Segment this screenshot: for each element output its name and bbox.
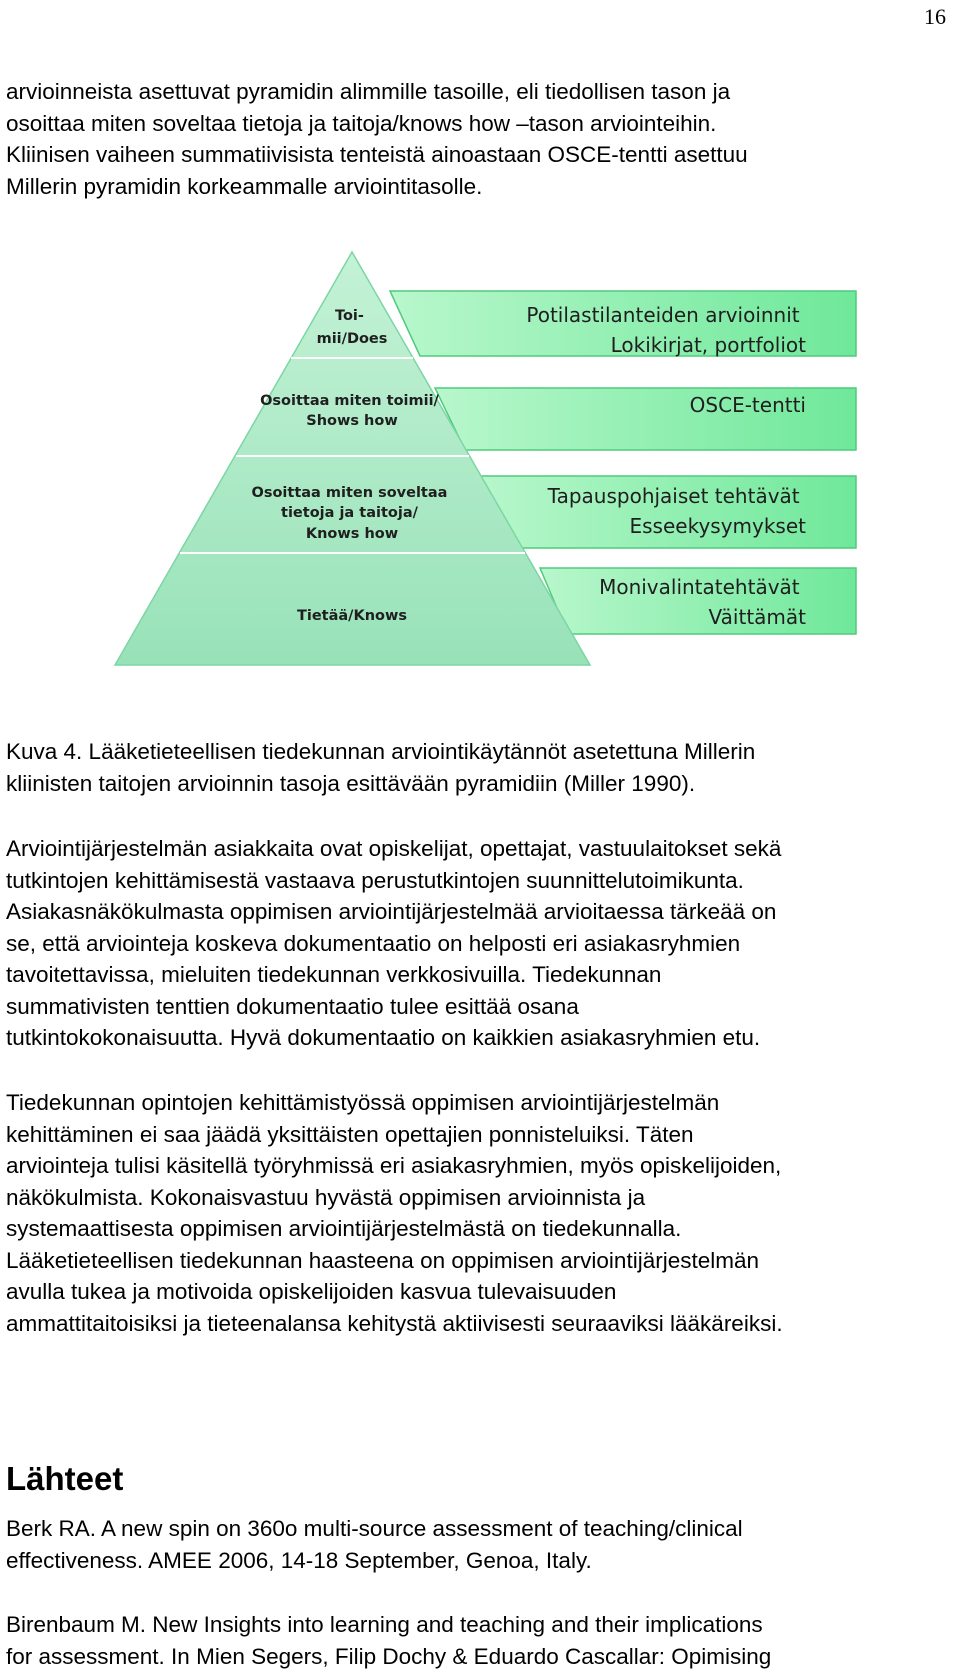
reference-line: for assessment. In Mien Segers, Filip Dochy & Eduardo Cascallar: Opimising <box>6 1643 772 1669</box>
paragraph-line: tutkintojen kehittämisestä vastaava perustutkintojen suunnittelutoimikunta. <box>6 867 744 893</box>
reference-line: Berk RA. A new spin on 360o multi-source assessment of teaching/clinical <box>6 1516 743 1541</box>
pyramid-label-line: Osoittaa miten soveltaa <box>251 485 448 501</box>
paragraph-line: tutkintokokonaisuutta. Hyvä dokumentaatio on kaikkien asiakasryhmien etu. <box>6 1025 761 1050</box>
paragraph-line: se, että arviointeja koskeva dokumentaatio on helposti eri asiakasryhmien <box>6 930 741 956</box>
reference-berk <box>6 1513 956 1576</box>
paragraph-line: avulla tukea ja motivoida opiskelijoiden kasvua tulevaisuuden <box>6 1279 617 1304</box>
paragraph-line: ammattitaitoisiksi ja tieteenalansa kehitystä aktiivisesti seuraaviksi lääkäreiksi. <box>6 1310 783 1336</box>
box-label-line: Tapauspohjaiset tehtävät <box>547 484 800 508</box>
caption-line: Kuva 4. Lääketieteellisen tiedekunnan arviointikäytännöt asetettuna Millerin <box>6 739 756 764</box>
pyramid-label-line: tietoja ja taitoja/ <box>281 505 418 521</box>
pyramid-label-line: Shows how <box>306 413 398 429</box>
paragraph-line: näkökulmista. Kokonaisvastuu hyvästä oppimisen arvioinnista ja <box>6 1184 646 1210</box>
paragraph-line: Asiakasnäkökulmasta oppimisen arviointijärjestelmää arvioitaessa tärkeää on <box>6 899 777 924</box>
paragraph-line: Arviointijärjestelmän asiakkaita ovat opiskelijat, opettajat, vastuulaitokset sekä <box>6 836 782 861</box>
intro-line: Kliinisen vaiheen summatiivisista tenteistä ainoastaan OSCE-tentti asettuu <box>6 142 748 167</box>
intro-line: osoittaa miten soveltaa tietoja ja taitoja/knows how –tason arviointeihin. <box>6 110 717 136</box>
paragraph-line: tavoitettavissa, mieluiten tiedekunnan verkkosivuilla. Tiedekunnan <box>6 962 662 987</box>
paragraph-line: Tiedekunnan opintojen kehittämistyössä oppimisen arviointijärjestelmän <box>6 1090 720 1115</box>
pyramid-label-line: Osoittaa miten toimii/ <box>260 393 439 409</box>
references-heading: Lähteet <box>6 1460 124 1497</box>
reference-birenbaum <box>6 1609 956 1672</box>
box-label-line: Väittämät <box>708 605 806 629</box>
intro-paragraph <box>6 76 956 202</box>
pyramid-label-knows <box>297 608 407 624</box>
pyramid-label-line: Knows how <box>305 526 399 542</box>
miller-pyramid-figure <box>0 240 960 680</box>
pyramid-label-line: mii/Does <box>316 331 388 347</box>
figure-caption <box>6 736 956 799</box>
pyramid-label-line: Toi- <box>335 308 364 324</box>
box-label-line: Monivalintatehtävät <box>599 575 800 599</box>
paragraph-3 <box>6 1087 956 1339</box>
paragraph-line: systemaattisesta oppimisen arviointijärjestelmästä on tiedekunnalla. <box>6 1216 682 1241</box>
paragraph-line: summativisten tenttien dokumentaatio tulee esittää osana <box>6 993 579 1019</box>
page-number: 16 <box>924 4 946 29</box>
box-label-line: Potilastilanteiden arvioinnit <box>526 303 800 327</box>
paragraph-line: arviointeja tulisi käsitellä työryhmissä eri asiakasryhmien, myös opiskelijoiden, <box>6 1153 782 1178</box>
paragraph-2 <box>6 833 956 1054</box>
box-label-level-2 <box>690 393 806 417</box>
box-label-line: Esseekysymykset <box>629 514 806 538</box>
intro-line: arvioinneista asettuvat pyramidin alimmille tasoille, eli tiedollisen tason ja <box>6 79 731 104</box>
intro-line: Millerin pyramidin korkeammalle arviointitasolle. <box>6 173 483 199</box>
caption-line: kliinisten taitojen arvioinnin tasoja esittävään pyramidiin (Miller 1990). <box>6 770 696 796</box>
box-label-line: OSCE-tentti <box>689 393 806 417</box>
paragraph-line: Lääketieteellisen tiedekunnan haasteena on oppimisen arviointijärjestelmän <box>6 1247 759 1273</box>
pyramid-label-line: Tietää/Knows <box>296 608 408 624</box>
box-label-line: Lokikirjat, portfoliot <box>610 333 806 357</box>
reference-line: effectiveness. AMEE 2006, 14-18 September, Genoa, Italy. <box>6 1547 592 1573</box>
reference-line: Birenbaum M. New Insights into learning and teaching and their implications <box>6 1612 763 1637</box>
paragraph-line: kehittäminen ei saa jäädä yksittäisten opettajien ponnisteluiksi. Täten <box>6 1121 694 1147</box>
